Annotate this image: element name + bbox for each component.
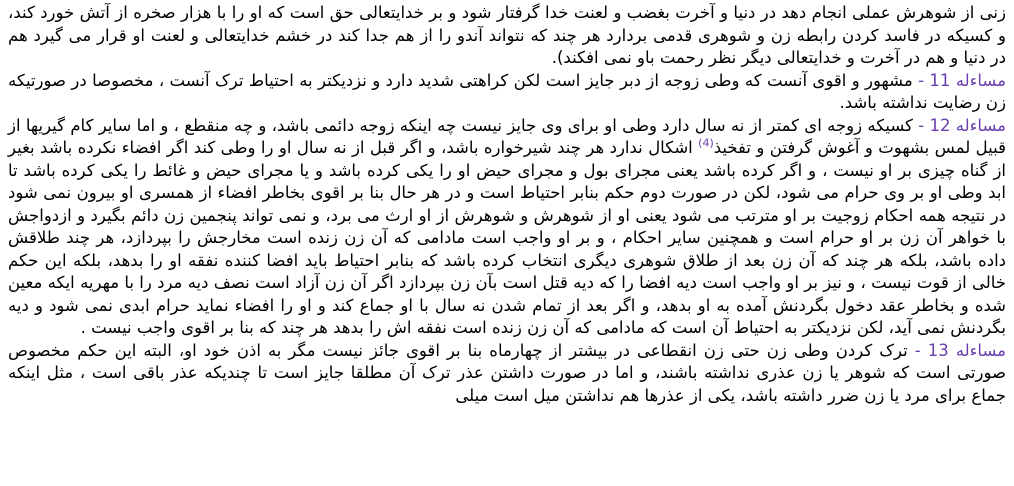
paragraph-issue-13 [8, 340, 1006, 408]
paragraph-text: زنی از شوهرش عملی انجام دهد در دنیا و آخرت بغضب و لعنت خدا گرفتار شود و بر خدایتعالی حق است که او را با هزار صخره از آتش خورد کند، و کسیکه در فاسد کردن رابطه زن و شوهری قدمی بردارد هر چند که نتواند آندو را از هم جدا کند در خشم خدایتعالی و لعنت او قرار می گیرد هم در دنیا و هم در آخرت و خدایتعالی دیگر نظر رحمت باو نمی افکند). [8, 3, 1006, 67]
footnote-ref[interactable]: (4) [698, 136, 714, 150]
paragraph-issue-11 [8, 70, 1006, 115]
paragraph-intro [8, 2, 1006, 70]
paragraph-text: کسیکه زوجه ای کمتر از نه سال دارد وطی او برای وی جایز نیست چه اینکه زوجه دائمی باشد، و چه منقطع ، و اما سایر کام گیریها از قبیل لمس بشهوت و آغوش گرفتن و تفخیذ [8, 115, 1007, 157]
issue-12-label: مساءله 12 - [918, 115, 1007, 135]
paragraph-text-continued: اشکال ندارد هر چند شیرخواره باشد، و اگر قبل از نه سال او را وطی کند اگر افضاء نکرده باشد بغیر از گناه چیزی بر او نیست ، و اگر کرده باشد یعنی مجرای بول و مجرای حیض او را یکی کرده باشد و یا مجرای حیض و غائط را یکی کرده باشد تا ابد وطی او بر وی حرام می شود، لکن در صورت دوم حکم بنابر احتیاط است و در هر حال بنا بر اقوی بخاطر افضاء از همسری او بیرون نمی شود در نتیجه همه احکام زوجیت بر او مترتب می شود یعنی او از شوهرش و شوهرش از او ارث می برد، و نمی تواند پنجمین زن دائم بگیرد و ازدواجش با خواهر آن زن بر او حرام است و همچنین سایر احکام ، و بر او واجب است مادامی که آن زن زنده است مخارجش را بپردازد، هر چند طلاقش داده باشد، بلکه هر چند که آن زن بعد از طلاق شوهری دیگری انتخاب کرده باشد که بنابر احتیاط باید افضا کننده نفقه او را بدهد، بلکه این حکم خالی از قوت نیست ، و نیز بر او واجب است دیه افضا را که دیه قتل است بآن زن بپردازد اگر آن زن آزاد است نصف دیه مرد را با مهریه ایکه معین شده و بخاطر عقد دخول بگردنش آمده به او بدهد، و اگر بعد از تمام شدن نه سال با او جماع کند و او را افضاء نماید حرام ابدی نمی شود و دیه بگردنش نمی آید، لکن نزدیکتر به احتیاط آن است که مادامی که آن زن زنده است نفقه اش را بدهد هر چند که بنا بر اقوی واجب نیست . [8, 138, 1006, 337]
issue-13-label: مساءله 13 - [914, 340, 1007, 360]
issue-11-label: مساءله 11 - [918, 70, 1006, 90]
paragraph-text: ترک کردن وطی زن حتی زن انقطاعی در بیشتر از چهارماه بنا بر اقوی جائز نیست مگر به اذن خود او، البته این حکم مخصوص صورتی است که شوهر یا زن عذری نداشته باشند، و اما در صورت داشتن عذر ترک آن مطلقا جایز است تا چندیکه عذر باقی است ، مثل اینکه جماع برای مرد یا زن ضرر داشته باشد، یکی از عذرها هم نداشتن میل است میلی [8, 340, 1006, 405]
paragraph-text: مشهور و اقوی آنست که وطی زوجه از دبر جایز است لکن کراهتی شدید دارد و نزدیکتر به احتیاط ترک آنست ، مخصوصا در صورتیکه زن رضایت نداشته باشد. [8, 70, 1006, 112]
paragraph-issue-12 [8, 115, 1006, 340]
